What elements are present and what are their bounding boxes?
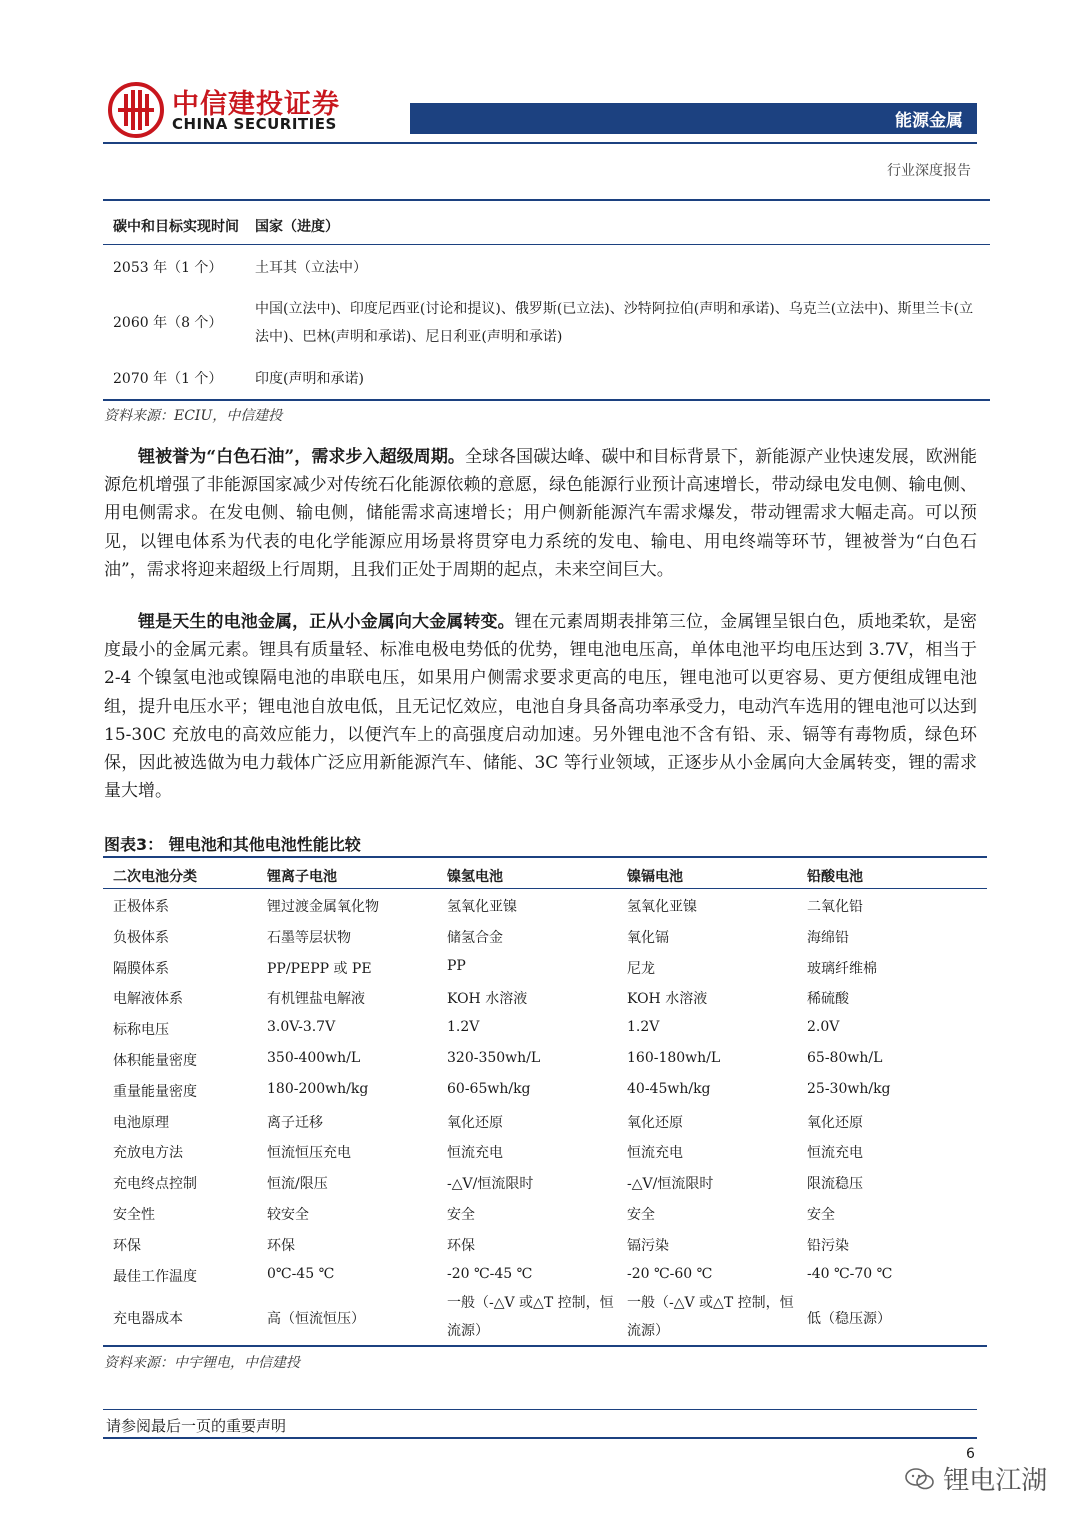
table-cell: 铅污染 [807, 1237, 849, 1254]
table-cell: 高（恒流恒压） [267, 1311, 365, 1327]
table-cell: 石墨等层状物 [267, 929, 351, 946]
battery-table-source: 资料来源：中宇锂电，中信建投 [104, 1355, 300, 1371]
table-cell: 350-400wh/L [267, 1050, 361, 1066]
table-cell: 恒流充电 [627, 1145, 683, 1162]
battery-row-label: 安全性 [113, 1207, 155, 1223]
page-number: 6 [966, 1446, 975, 1462]
carbon-table-top-rule [103, 199, 990, 201]
table-cell: 恒流充电 [807, 1145, 863, 1162]
header-divider [103, 142, 977, 144]
table-cell: 氧化还原 [627, 1114, 683, 1131]
table-cell: 安全 [627, 1207, 655, 1223]
battery-row-label: 体积能量密度 [113, 1053, 197, 1069]
table-cell: 尼龙 [627, 960, 655, 977]
table-cell: -△V/恒流限时 [447, 1176, 534, 1193]
battery-table-header: 铅酸电池 [807, 869, 863, 885]
battery-row-label: 环保 [113, 1237, 141, 1254]
paragraph-body: 锂在元素周期表排第三位，金属锂呈银白色，质地柔软，是密度最小的金属元素。锂具有质量轻、标准电极电势低的优势，锂电池电压高，单体电池平均电压达到 3.7V，相当于 2-4 个镍氢电池或镍隔电池的串联电压，如果用户侧需求要求更高的电压，锂电池可以更容易、更方便组成锂电池组，提升电压水平；锂电池自放电低，且无记忆效应，电池自身具备高功率承受力，电动汽车选用的锂电池可以达到 15-30C 充放电的高效应能力，以便汽车上的高强度启动加速。另外锂电池不含有铅、汞、镉等有毒物质，绿色环保，因此被选做为电力载体广泛应用新能源汽车、储能、3C 等行业领域，正逐步从小金属向大金属转变，锂的需求量大增。 [104, 612, 977, 802]
footer-divider [103, 1409, 977, 1410]
carbon-table-header-year: 碳中和目标实现时间 [113, 219, 239, 235]
table-cell: 限流稳压 [807, 1176, 863, 1193]
carbon-row-year: 2070 年（1 个） [113, 371, 223, 387]
table-cell: 恒流/限压 [267, 1176, 328, 1193]
table-cell: 氢氧化亚镍 [627, 899, 697, 915]
battery-row-label: 标称电压 [113, 1022, 169, 1039]
table-cell: 流源） [447, 1323, 489, 1339]
table-cell: 60-65wh/kg [447, 1080, 531, 1097]
figure-title: 图表3： 锂电池和其他电池性能比较 [104, 835, 361, 854]
battery-table-header-rule [103, 888, 987, 889]
battery-row-label: 充电终点控制 [113, 1176, 197, 1193]
table-cell: 较安全 [267, 1207, 309, 1223]
table-cell: 40-45wh/kg [627, 1080, 711, 1097]
table-cell: 1.2V [447, 1019, 480, 1036]
table-cell: 流源） [627, 1323, 669, 1339]
table-cell: 3.0V-3.7V [267, 1019, 336, 1036]
paragraph-lead: 锂是天生的电池金属，正从小金属向大金属转变。 [138, 612, 515, 632]
carbon-table-header-rule [103, 244, 990, 245]
table-cell: -40 ℃-70 ℃ [807, 1265, 893, 1282]
table-cell: 海绵铅 [807, 929, 849, 946]
paragraph-lead: 锂被誉为“白色石油”，需求步入超级周期。 [138, 447, 465, 467]
china-securities-logo-icon [108, 82, 164, 138]
table-cell: 低（稳压源） [807, 1311, 891, 1327]
paragraph-body: 全球各国碳达峰、碳中和目标背景下，新能源产业快速发展，欧洲能源危机增强了非能源国家减少对传统石化能源依赖的意愿，绿色能源行业预计高速增长，带动绿电发电侧、输电侧、用电侧需求。在发电侧、输电侧，储能需求高速增长；用户侧新能源汽车需求爆发，带动锂需求大幅走高。可以预见，以锂电体系为代表的电化学能源应用场景将贯穿电力系统的发电、输电、用电终端等环节，锂被誉为“白色石油”，需求将迎来超级上行周期，且我们正处于周期的起点，未来空间巨大。 [104, 447, 978, 580]
battery-table-header: 锂离子电池 [267, 869, 337, 885]
battery-row-label: 正极体系 [113, 899, 169, 915]
carbon-row-year: 2053 年（1 个） [113, 260, 223, 276]
sector-tag: 能源金属 [895, 111, 963, 131]
disclaimer-text: 请参阅最后一页的重要声明 [106, 1417, 287, 1435]
table-cell: KOH 水溶液 [627, 991, 708, 1008]
sector-banner [410, 103, 977, 134]
carbon-row-countries: 土耳其（立法中） [255, 260, 367, 276]
carbon-row-year: 2060 年（8 个） [113, 315, 223, 331]
battery-row-label: 充电器成本 [113, 1311, 183, 1327]
battery-row-label: 充放电方法 [113, 1145, 183, 1162]
paragraph-battery-metal [104, 608, 977, 805]
battery-table-top-rule [103, 856, 987, 858]
table-cell: KOH 水溶液 [447, 991, 528, 1008]
battery-row-label: 负极体系 [113, 929, 169, 946]
table-cell: 一般（-△V 或△T 控制，恒 [627, 1295, 794, 1311]
report-type: 行业深度报告 [887, 163, 971, 179]
table-cell: 离子迁移 [267, 1114, 323, 1131]
table-cell: 环保 [267, 1237, 295, 1254]
table-cell: -△V/恒流限时 [627, 1176, 714, 1193]
battery-row-label: 隔膜体系 [113, 960, 169, 977]
table-cell: 氧化镉 [627, 929, 669, 946]
table-cell: 氢氧化亚镍 [447, 899, 517, 915]
logo-english-name: CHINA SECURITIES [172, 115, 337, 133]
table-cell: 锂过渡金属氧化物 [267, 899, 379, 915]
battery-row-label: 最佳工作温度 [113, 1268, 197, 1285]
battery-row-label: 电池原理 [113, 1114, 169, 1131]
carbon-table-bottom-rule [103, 399, 990, 401]
table-cell: 0℃-45 ℃ [267, 1265, 335, 1282]
table-cell: 安全 [807, 1207, 835, 1223]
watermark-text: 锂电江湖 [943, 1466, 1048, 1496]
table-cell: 2.0V [807, 1019, 840, 1036]
table-cell: 安全 [447, 1207, 475, 1223]
table-cell: 25-30wh/kg [807, 1080, 891, 1097]
footer-divider-bold [103, 1437, 977, 1439]
table-cell: 氧化还原 [447, 1114, 503, 1131]
table-cell: 恒流恒压充电 [267, 1145, 351, 1162]
table-cell: -20 ℃-60 ℃ [627, 1265, 713, 1282]
table-cell: PP/PEPP 或 PE [267, 960, 372, 977]
table-cell: 有机锂盐电解液 [267, 991, 365, 1008]
table-cell: 1.2V [627, 1019, 660, 1036]
table-cell: 氧化还原 [807, 1114, 863, 1131]
wechat-icon [905, 1467, 935, 1491]
table-cell: 一般（-△V 或△T 控制，恒 [447, 1295, 614, 1311]
logo-chinese-name: 中信建投证券 [172, 89, 340, 120]
carbon-row-countries: 中国(立法中)、印度尼西亚(讨论和提议)、俄罗斯(已立法)、沙特阿拉伯(声明和承诺)、乌克兰(立法中)、斯里兰卡(立 [255, 301, 974, 317]
battery-table-header: 镍氢电池 [447, 869, 503, 885]
table-cell: 环保 [447, 1237, 475, 1254]
table-cell: PP [447, 957, 466, 974]
table-cell: 180-200wh/kg [267, 1080, 369, 1097]
table-cell: -20 ℃-45 ℃ [447, 1265, 533, 1282]
table-cell: 镉污染 [627, 1237, 669, 1254]
watermark [905, 1460, 1047, 1497]
paragraph-white-oil [104, 443, 977, 584]
carbon-table-header-country: 国家（进度） [255, 219, 339, 235]
table-cell: 160-180wh/L [627, 1050, 721, 1066]
battery-table-header: 二次电池分类 [113, 869, 197, 885]
table-cell: 65-80wh/L [807, 1050, 883, 1066]
carbon-row-countries: 印度(声明和承诺) [255, 371, 364, 387]
carbon-row-countries-cont: 法中)、巴林(声明和承诺)、尼日利亚(声明和承诺) [255, 329, 563, 345]
battery-table-header: 镍镉电池 [627, 869, 683, 885]
table-cell: 玻璃纤维棉 [807, 960, 877, 977]
carbon-table-source: 资料来源：ECIU，中信建投 [104, 408, 283, 424]
table-cell: 恒流充电 [447, 1145, 503, 1162]
table-cell: 稀硫酸 [807, 991, 849, 1008]
battery-table-bottom-rule [103, 1345, 987, 1347]
table-cell: 320-350wh/L [447, 1050, 541, 1066]
table-cell: 储氢合金 [447, 929, 503, 946]
battery-row-label: 电解液体系 [113, 991, 183, 1008]
table-cell: 二氧化铅 [807, 899, 863, 915]
battery-row-label: 重量能量密度 [113, 1083, 197, 1100]
